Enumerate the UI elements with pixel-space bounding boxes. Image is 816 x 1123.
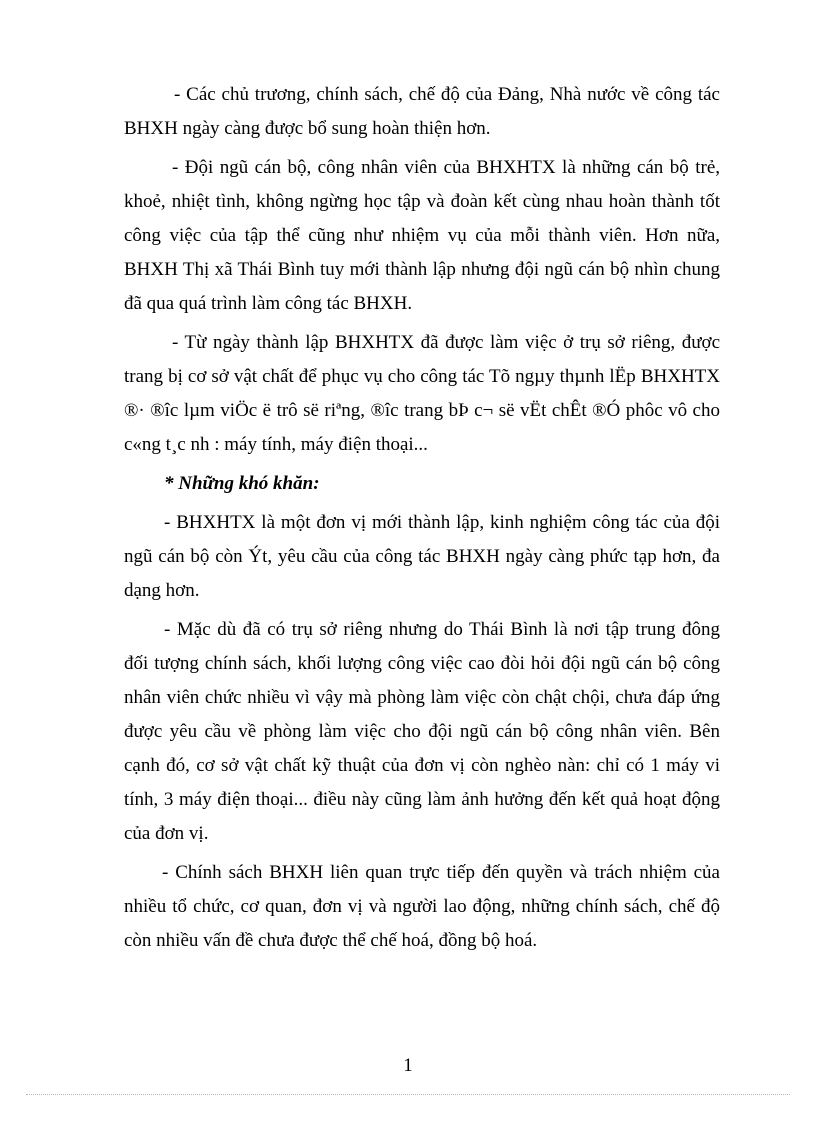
paragraph-staff: - Đội ngũ cán bộ, công nhân viên của BHXHTX là những cán bộ trẻ, khoẻ, nhiệt tình, không ngừng học tập và đoàn kết cùng nhau hoàn thành tốt công việc của tập thể cũng như nhiệm vụ của mỗi thành viên. Hơn nữa, BHXH Thị xã Thái Bình tuy mới thành lập nhưng đội ngũ cán bộ nhìn chung đã qua quá trình làm công tác BHXH. bbox=[124, 157, 720, 314]
paragraph-difficulty-experience: - BHXHTX là một đơn vị mới thành lập, kinh nghiệm công tác của đội ngũ cán bộ còn Ýt, yêu cầu của công tác BHXH ngày càng phức tạp hơn, đa dạng hơn. bbox=[124, 512, 720, 601]
paragraph-difficulty-workspace: - Mặc dù đã có trụ sở riêng nhưng do Thái Bình là nơi tập trung đông đối tượng chính sách, khối lượng công việc cao đòi hỏi đội ngũ cán bộ công nhân viên chức nhiều vì vậy mà phòng làm việc còn chật chội, chưa đáp ứng được yêu cầu về phòng làm việc cho đội ngũ cán bộ công nhân viên. Bên cạnh đó, cơ sở vật chất kỹ thuật của đơn vị còn nghèo nàn: chỉ có 1 máy vi tính, 3 máy điện thoại... điều này cũng làm ảnh hưởng đến kết quả hoạt động của đơn vị. bbox=[124, 619, 720, 844]
page-bottom-divider bbox=[26, 1094, 790, 1095]
paragraph-difficulty-policy: - Chính sách BHXH liên quan trực tiếp đến quyền và trách nhiệm của nhiều tổ chức, cơ quan, đơn vị và người lao động, những chính sách, chế độ còn nhiều vấn đề chưa được thể chế hoá, đồng bộ hoá. bbox=[124, 862, 720, 951]
difficulties-heading: * Những khó khăn: bbox=[164, 473, 320, 494]
paragraph-policy: - Các chủ trương, chính sách, chế độ của Đảng, Nhà nước về công tác BHXH ngày càng được bổ sung hoàn thiện hơn. bbox=[124, 84, 720, 139]
document-body bbox=[124, 78, 720, 963]
paragraph-office: - Từ ngày thành lập BHXHTX đã được làm việc ở trụ sở riêng, được trang bị cơ sở vật chất để phục vụ cho công tác Tõ ngµy thµnh lËp BHXHTX ®· ®îc lµm viÖc ë trô së riªng, ®îc trang bÞ c¬ së vËt chÊt ®Ó phôc vô cho c«ng t¸c nh : máy tính, máy điện thoại... bbox=[124, 332, 720, 455]
page-number: 1 bbox=[403, 1055, 413, 1076]
